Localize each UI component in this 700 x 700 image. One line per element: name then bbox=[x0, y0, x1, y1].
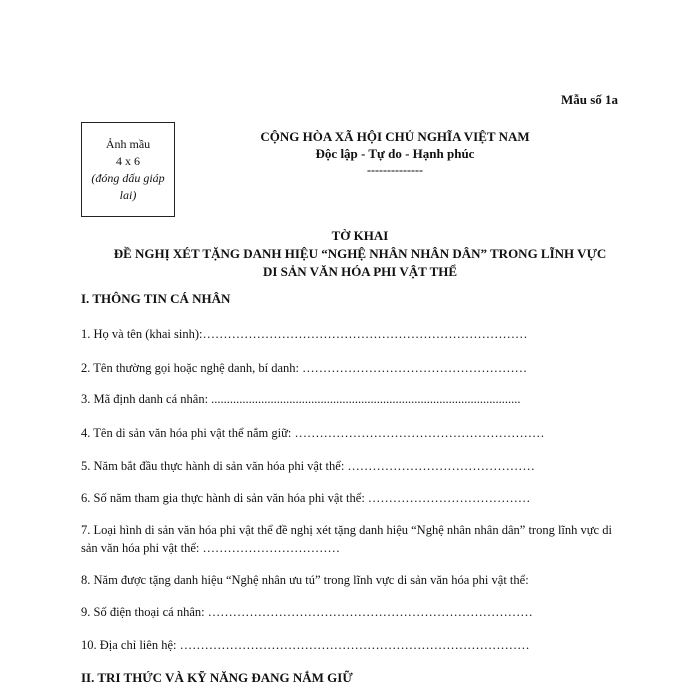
title-line-3: DI SẢN VĂN HÓA PHI VẬT THỂ bbox=[262, 264, 458, 279]
form-number: Mẫu số 1a bbox=[560, 92, 618, 107]
field-personal-id: 3. Mã định danh cá nhân: ................................................................................................... bbox=[81, 392, 521, 406]
national-header bbox=[205, 128, 585, 179]
photo-placeholder-box bbox=[81, 122, 175, 217]
section-heading-personal-info: I. THÔNG TIN CÁ NHÂN bbox=[81, 291, 231, 306]
country-name: CỘNG HÒA XÃ HỘI CHỦ NGHĨA VIỆT NAM bbox=[260, 129, 530, 144]
field-alias: 2. Tên thường gọi hoặc nghệ danh, bí danh: ……………………………………………… bbox=[81, 361, 528, 375]
field-address: 10. Địa chỉ liên hệ: ………………………………………………………………………… bbox=[81, 638, 530, 652]
field-award-year: 8. Năm được tặng danh hiệu “Nghệ nhân ưu tú” trong lĩnh vực di sản văn hóa phi vật thể: bbox=[81, 573, 529, 587]
photo-size: 4 x 6 bbox=[116, 153, 140, 168]
photo-note-cont: lai) bbox=[119, 187, 137, 202]
photo-note: (đóng dấu giáp bbox=[91, 170, 165, 185]
field-heritage-type: 7. Loại hình di sản văn hóa phi vật thể đề nghị xét tặng danh hiệu “Nghệ nhân nhân dân” trong lĩnh vực di sản văn hóa phi vật thể: …………………………… bbox=[81, 523, 612, 555]
section-heading-knowledge-skills: II. TRI THỨC VÀ KỸ NĂNG ĐANG NẮM GIỮ bbox=[81, 670, 353, 685]
field-phone: 9. Số điện thoại cá nhân: …………………………………………………………………… bbox=[81, 605, 533, 619]
field-heritage-name: 4. Tên di sản văn hóa phi vật thể nắm giữ: …………………………………………………… bbox=[81, 426, 545, 440]
field-years-practice: 6. Số năm tham gia thực hành di sản văn hóa phi vật thể: ………………………………… bbox=[81, 491, 531, 505]
motto: Độc lập - Tự do - Hạnh phúc bbox=[315, 146, 475, 161]
field-full-name: 1. Họ và tên (khai sinh):…………………………………………………………………… bbox=[81, 327, 528, 341]
document-title bbox=[60, 227, 660, 281]
field-start-year: 5. Năm bắt đầu thực hành di sản văn hóa phi vật thể: ……………………………………… bbox=[81, 459, 535, 473]
header-divider: -------------- bbox=[367, 163, 423, 177]
title-line-1: TỜ KHAI bbox=[331, 228, 389, 243]
title-line-2: ĐỀ NGHỊ XÉT TẶNG DANH HIỆU “NGHỆ NHÂN NHÂN DÂN” TRONG LĨNH VỰC bbox=[113, 246, 607, 261]
photo-label: Ảnh mầu bbox=[105, 136, 151, 151]
